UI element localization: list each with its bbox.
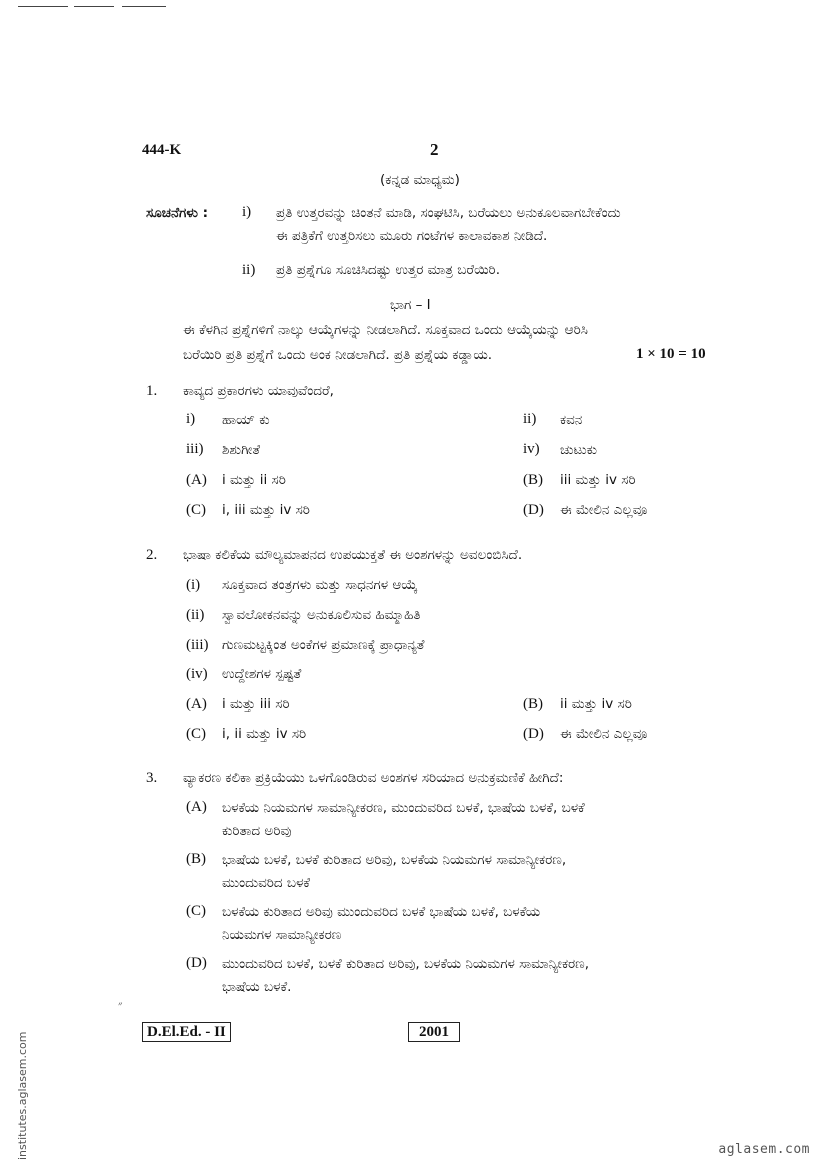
question-text: ಕಾವ್ಯದ ಪ್ರಕಾರಗಳು ಯಾವುವೆಂದರೆ, bbox=[183, 383, 334, 399]
option-text: ಈ ಮೇಲಿನ ಎಲ್ಲವೂ bbox=[560, 726, 648, 742]
subitem-number: iii) bbox=[186, 441, 204, 457]
option-text: ಮುಂದುವರಿದ ಬಳಕೆ bbox=[222, 875, 311, 891]
instruction-line: ಪ್ರತಿ ಪ್ರಶ್ನೆಗೂ ಸೂಚಿಸಿದಷ್ಟು ಉತ್ತರ ಮಾತ್ರ ಬರೆಯಿರಿ. bbox=[276, 262, 500, 278]
instruction-line: ಈ ಪತ್ರಿಕೆಗೆ ಉತ್ತರಿಸಲು ಮೂರು ಗಂಟೆಗಳ ಕಾಲಾವಕಾಶ ನೀಡಿದೆ. bbox=[276, 228, 548, 244]
option-text: ಭಾಷೆಯ ಬಳಕೆ. bbox=[222, 979, 292, 995]
footer-mark: ״ bbox=[118, 998, 123, 1012]
scan-line bbox=[122, 6, 166, 7]
subitem-text: ಕವನ bbox=[560, 412, 583, 428]
subitem-text: ಚುಟುಕು bbox=[560, 442, 597, 458]
subitem-number: iv) bbox=[523, 441, 540, 457]
option-label: (C) bbox=[186, 502, 206, 518]
subitem-text: ಶಿಶುಗೀತೆ bbox=[222, 442, 261, 458]
side-watermark: institutes.aglasem.com bbox=[16, 1031, 29, 1160]
scan-line bbox=[74, 6, 114, 7]
instruction-number: i) bbox=[242, 204, 252, 220]
subitem-text: ಗುಣಮಟ್ಟಕ್ಕಿಂತ ಅಂಕೆಗಳ ಪ್ರಮಾಣಕ್ಕೆ ಪ್ರಾಧಾನ್ಯತೆ bbox=[222, 637, 425, 653]
option-text: ಬಳಕೆಯ ನಿಯಮಗಳ ಸಾಮಾನ್ಯೀಕರಣ, ಮುಂದುವರಿದ ಬಳಕೆ, ಭಾಷೆಯ ಬಳಕೆ, ಬಳಕೆ bbox=[222, 800, 585, 816]
option-label: (B) bbox=[523, 696, 543, 712]
option-text: ಮುಂದುವರಿದ ಬಳಕೆ, ಬಳಕೆ ಕುರಿತಾದ ಅರಿವು, ಬಳಕೆಯ ನಿಯಮಗಳ ಸಾಮಾನ್ಯೀಕರಣ, bbox=[222, 956, 590, 972]
paper-code: 444-K bbox=[142, 142, 182, 158]
subitem-number: (i) bbox=[186, 577, 201, 593]
subitem-text: ಸೂಕ್ತವಾದ ತಂತ್ರಗಳು ಮತ್ತು ಸಾಧನಗಳ ಆಯ್ಕೆ bbox=[222, 577, 418, 593]
option-text: ಬಳಕೆಯ ಕುರಿತಾದ ಅರಿವು ಮುಂದುವರಿದ ಬಳಕೆ ಭಾಷೆಯ ಬಳಕೆ, ಬಳಕೆಯ bbox=[222, 904, 541, 920]
section-title: ಭಾಗ – I bbox=[390, 297, 431, 313]
section-marks: 1 × 10 = 10 bbox=[636, 346, 706, 362]
option-text: ii ಮತ್ತು iv ಸರಿ bbox=[560, 696, 632, 712]
question-number: 1. bbox=[146, 383, 158, 399]
subitem-text: ಸ್ವಾವಲೋಕನವನ್ನು ಅನುಕೂಲಿಸುವ ಹಿಮ್ಮಾಹಿತಿ bbox=[222, 607, 421, 623]
option-text: i, ii ಮತ್ತು iv ಸರಿ bbox=[222, 726, 307, 742]
instructions-label: ಸೂಚನೆಗಳು : bbox=[146, 205, 209, 221]
option-label: (D) bbox=[523, 502, 544, 518]
subitem-number: (iv) bbox=[186, 666, 208, 682]
option-label: (C) bbox=[186, 726, 206, 742]
medium-label: (ಕನ್ನಡ ಮಾಧ್ಯಮ) bbox=[380, 172, 460, 188]
option-label: (B) bbox=[523, 472, 543, 488]
option-text: ಕುರಿತಾದ ಅರಿವು bbox=[222, 823, 292, 839]
option-label: (A) bbox=[186, 472, 207, 488]
code-box: 2001 bbox=[408, 1022, 460, 1042]
question-text: ಭಾಷಾ ಕಲಿಕೆಯ ಮೌಲ್ಯಮಾಪನದ ಉಪಯುಕ್ತತೆ ಈ ಅಂಶಗಳನ್ನು ಅವಲಂಬಿಸಿದೆ. bbox=[183, 547, 523, 563]
question-number: 2. bbox=[146, 547, 158, 563]
option-text: ನಿಯಮಗಳ ಸಾಮಾನ್ಯೀಕರಣ bbox=[222, 927, 342, 943]
watermark: aglasem.com bbox=[718, 1142, 810, 1157]
page-number: 2 bbox=[430, 140, 439, 159]
subitem-number: (iii) bbox=[186, 637, 209, 653]
option-label: (D) bbox=[523, 726, 544, 742]
option-label: (A) bbox=[186, 799, 207, 815]
question-text: ವ್ಯಾಕರಣ ಕಲಿಕಾ ಪ್ರಕ್ರಿಯೆಯು ಒಳಗೊಂಡಿರುವ ಅಂಶಗಳ ಸರಿಯಾದ ಅನುಕ್ರಮಣಿಕೆ ಹೀಗಿದೆ: bbox=[183, 770, 564, 786]
option-label: (C) bbox=[186, 903, 206, 919]
subitem-number: ii) bbox=[523, 411, 537, 427]
instruction-number: ii) bbox=[242, 262, 256, 278]
option-label: (A) bbox=[186, 696, 207, 712]
instruction-line: ಪ್ರತಿ ಉತ್ತರವನ್ನು ಚಿಂತನೆ ಮಾಡಿ, ಸಂಘಟಿಸಿ, ಬರೆಯಲು ಅನುಕೂಲವಾಗಬೇಕೆಂದು bbox=[276, 205, 621, 221]
option-text: i ಮತ್ತು iii ಸರಿ bbox=[222, 696, 290, 712]
subitem-text: ಉದ್ದೇಶಗಳ ಸ್ಪಷ್ಟತೆ bbox=[222, 666, 302, 682]
option-text: ಈ ಮೇಲಿನ ಎಲ್ಲವೂ bbox=[560, 502, 648, 518]
subitem-number: i) bbox=[186, 411, 196, 427]
scan-line bbox=[18, 6, 68, 7]
question-number: 3. bbox=[146, 770, 158, 786]
subitem-number: (ii) bbox=[186, 607, 205, 623]
course-box: D.El.Ed. - II bbox=[142, 1022, 231, 1042]
section-intro: ಬರೆಯಿರಿ ಪ್ರತಿ ಪ್ರಶ್ನೆಗೆ ಒಂದು ಅಂಕ ನೀಡಲಾಗಿದೆ. ಪ್ರತಿ ಪ್ರಶ್ನೆಯ ಕಡ್ಡಾಯ. bbox=[183, 347, 493, 363]
option-text: i ಮತ್ತು ii ಸರಿ bbox=[222, 472, 286, 488]
option-label: (D) bbox=[186, 955, 207, 971]
option-text: iii ಮತ್ತು iv ಸರಿ bbox=[560, 472, 636, 488]
option-label: (B) bbox=[186, 851, 206, 867]
option-text: ಭಾಷೆಯ ಬಳಕೆ, ಬಳಕೆ ಕುರಿತಾದ ಅರಿವು, ಬಳಕೆಯ ನಿಯಮಗಳ ಸಾಮಾನ್ಯೀಕರಣ, bbox=[222, 852, 567, 868]
subitem-text: ಹಾಯ್ ಕು bbox=[222, 412, 270, 428]
option-text: i, iii ಮತ್ತು iv ಸರಿ bbox=[222, 502, 310, 518]
section-intro: ಈ ಕೆಳಗಿನ ಪ್ರಶ್ನೆಗಳಿಗೆ ನಾಲ್ಕು ಆಯ್ಕೆಗಳನ್ನು ನೀಡಲಾಗಿದೆ. ಸೂಕ್ತವಾದ ಒಂದು ಆಯ್ಕೆಯನ್ನು ಆರಿಸಿ bbox=[183, 322, 588, 338]
